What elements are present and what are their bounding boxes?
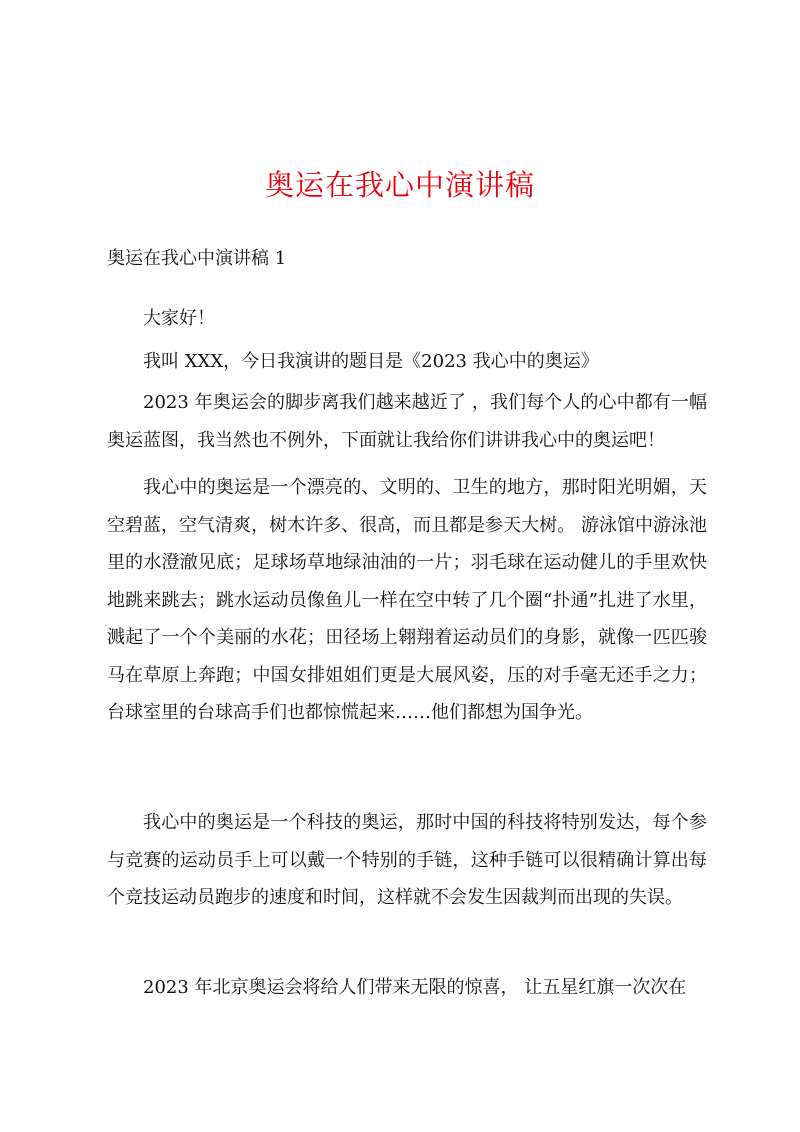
- paragraph-introduction: 我叫 XXX，今日我演讲的题目是《2023 我心中的奥运》: [143, 351, 599, 372]
- paragraph-technology-olympics: 我心中的奥运是一个科技的奥运，那时中国的科技将特别发达，每个参与竞赛的运动员手上可以戴一个特别的手链，这种手链可以很精确计算出每个竞技运动员跑步的速度和时间，这样就不会发生因裁判而出现的失误。: [107, 812, 707, 908]
- paragraph-beautiful-olympics: 我心中的奥运是一个漂亮的、文明的、卫生的地方，那时阳光明媚，天空碧蓝，空气清爽，树木许多、很高，而且都是参天大树。 游泳馆中游泳池里的水澄澈见底；足球场草地绿油油的一片；羽毛球在运动健儿的手里欢快地跳来跳去；跳水运动员像鱼儿一样在空中转了几个圈“扑通”扎进了水里，溅起了一个个美丽的水花；田径场上翱翔着运动员们的身影，就像一匹匹骏马在草原上奔跑；中国女排姐姐们更是大展风姿，压的对手毫无还手之力；台球室里的台球高手们也都惊慌起来……他们都想为国争光。: [107, 477, 707, 723]
- document-title: 奥运在我心中演讲稿: [264, 168, 535, 202]
- paragraph-greeting: 大家好！: [143, 308, 215, 329]
- paragraph-beijing-olympics: 2023 年北京奥运会将给人们带来无限的惊喜， 让五星红旗一次次在: [143, 977, 687, 998]
- paragraph-olympic-blueprint: 2023 年奥运会的脚步离我们越来越近了 ，我们每个人的心中都有一幅奥运蓝图，我当然也不例外，下面就让我给你们讲讲我心中的奥运吧！: [107, 392, 707, 451]
- document-subtitle: 奥运在我心中演讲稿 1: [107, 248, 287, 269]
